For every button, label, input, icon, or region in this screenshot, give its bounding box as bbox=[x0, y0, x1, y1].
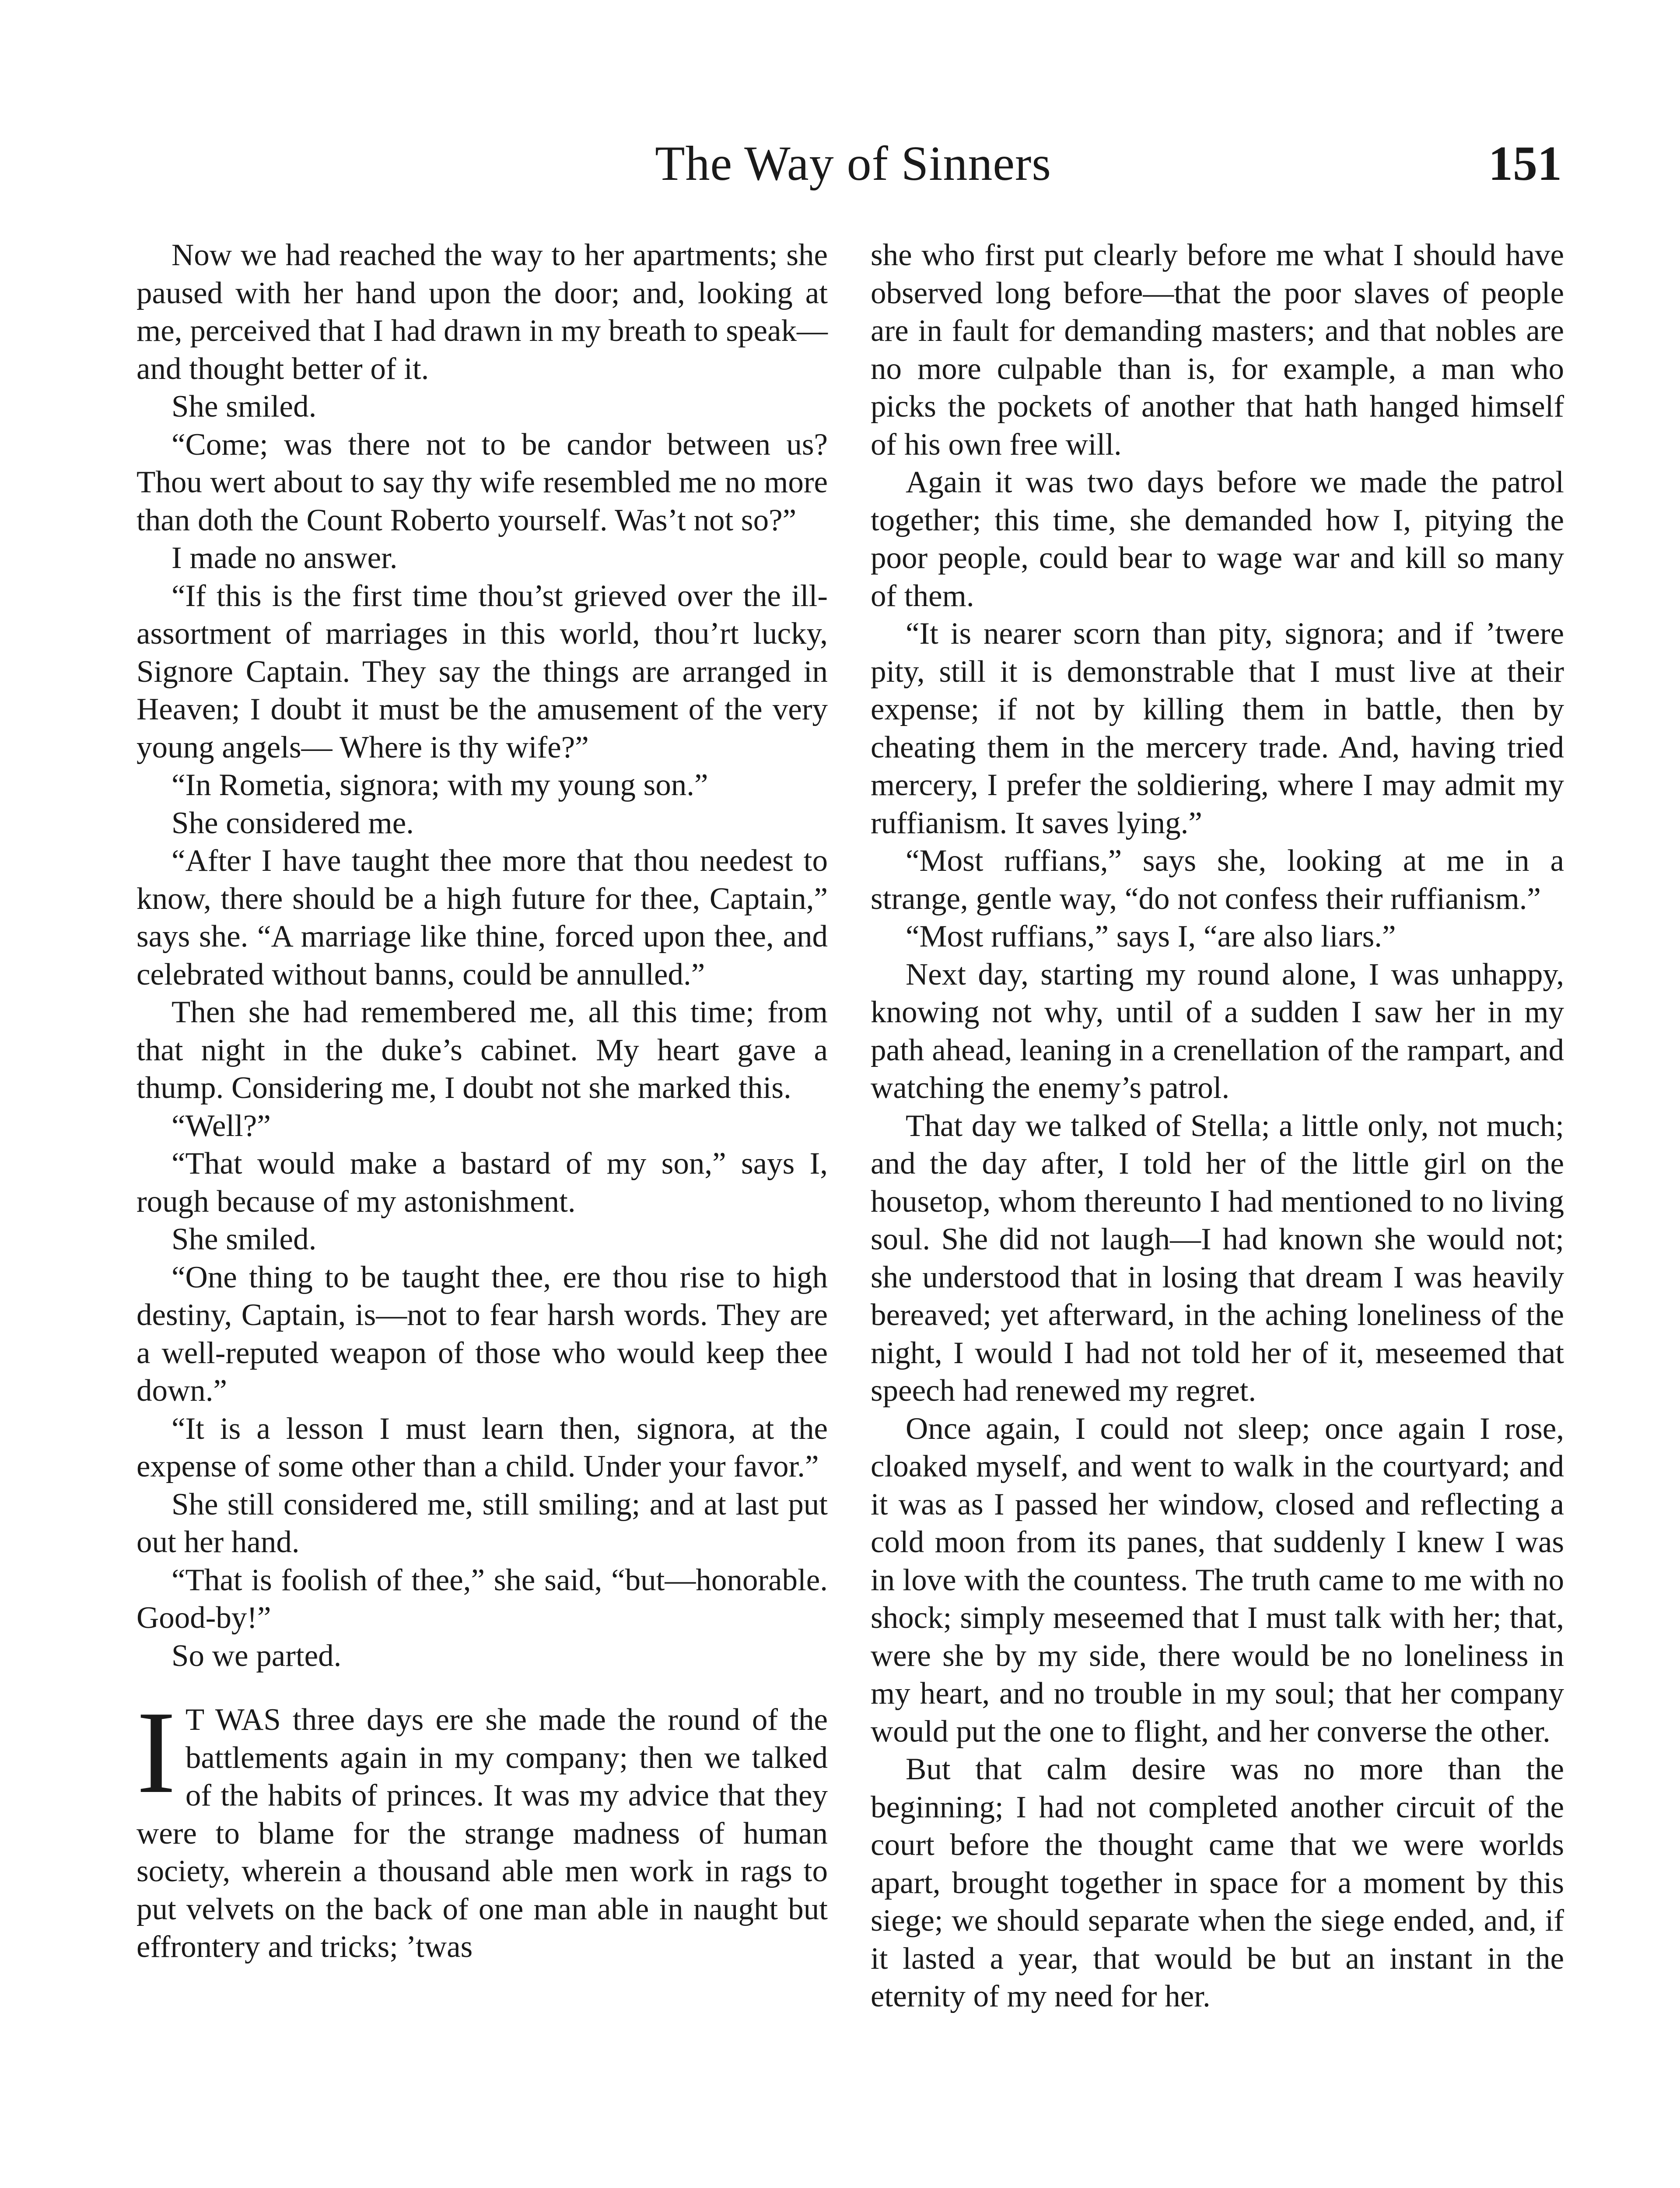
paragraph: “If this is the first time thou’st grieved over the ill-assortment of marriages in this world, thou’rt lucky, Signore Captain. They say the things are arranged in Heaven; I doubt it must be the amusement of the very young angels— Where is thy wife?” bbox=[136, 579, 828, 764]
paragraph: “After I have taught thee more that thou needest to know, there should be a high future for thee, Captain,” says she. “A marriage like thine, forced upon thee, and celebrated without banns, could be annulled.” bbox=[136, 844, 828, 992]
paragraph: Once again, I could not sleep; once again I rose, cloaked myself, and went to walk in the courtyard; and it was as I passed her window, closed and reflecting a cold moon from its panes, that suddenly I knew I was in love with the countess. The truth came to me with no shock; simply meseemed that I must talk with her; that, were she by my side, there would be no loneliness in my heart, and no trouble in my soul; that her company would put the one to flight, and her converse the other. bbox=[871, 1411, 1564, 1749]
paragraph: So we parted. bbox=[172, 1638, 342, 1673]
paragraph: Then she had remembered me, all this time; from that night in the duke’s cabinet. My heart gave a thump. Considering me, I doubt not she marked this. bbox=[136, 995, 828, 1105]
paragraph: “Well?” bbox=[172, 1108, 271, 1143]
paragraph: Now we had reached the way to her apartments; she paused with her hand upon the door; and, looking at me, perceived that I had drawn in my breath to speak—and thought better of it. bbox=[136, 238, 828, 386]
paragraph: That day we talked of Stella; a little only, not much; and the day after, I told her of the little girl on the housetop, whom thereunto I had mentioned to no living soul. She did not laugh—I had known she would not; she understood that in losing that dream I was heavily bereaved; yet afterward, in the aching loneliness of the night, I would I had not told her of it, meseemed that speech had renewed my regret. bbox=[871, 1108, 1564, 1408]
paragraph: She considered me. bbox=[172, 806, 414, 840]
paragraph: Next day, starting my round alone, I was unhappy, knowing not why, until of a sudden I saw her in my path ahead, leaning in a crenellation of the rampart, and watching the enemy’s patrol. bbox=[871, 957, 1564, 1105]
paragraph: “It is a lesson I must learn then, signora, at the expense of some other than a child. Under your favor.” bbox=[136, 1411, 828, 1483]
paragraph: “One thing to be taught thee, ere thou rise to high destiny, Captain, is—not to fear harsh words. They are a well-reputed weapon of those who would keep thee down.” bbox=[136, 1260, 828, 1408]
paragraph: “That would make a bastard of my son,” says I, rough because of my astonishment. bbox=[136, 1147, 828, 1219]
paragraph: “Most ruffians,” says I, “are also liars.” bbox=[906, 919, 1396, 954]
paragraph: I made no answer. bbox=[172, 541, 398, 575]
paragraph: “It is nearer scorn than pity, signora; and if ’twere pity, still it is demonstrable that I must live at their expense; if not by killing them in battle, then by cheating them in the mercery trade. And, having tried mercery, I prefer the soldiering, where I may admit my ruffianism. It saves lying.” bbox=[871, 617, 1564, 840]
left-column bbox=[136, 236, 828, 1966]
running-title: The Way of Sinners bbox=[655, 137, 1051, 191]
section-opening-text: T WAS three days ere she made the round of the battlements again in my company; then we talked of the habits of princes. It was my advice that they were to blame for the strange madness of human society, wherein a thousand able men work in rags to put velvets on the back of one man able in naught but effrontery and tricks; ’twas bbox=[136, 1703, 828, 1964]
paragraph: “That is foolish of thee,” she said, “but—honorable. Good-by!” bbox=[136, 1563, 828, 1635]
paragraph: She smiled. bbox=[172, 389, 317, 424]
paragraph: “Most ruffians,” says she, looking at me in a strange, gentle way, “do not confess their ruffianism.” bbox=[871, 844, 1564, 916]
paragraph: But that calm desire was no more than the beginning; I had not completed another circuit of the court before the thought came that we were worlds apart, brought together in space for a moment by this siege; we should separate when the siege ended, and, if it lasted a year, that would be but an instant in the eternity of my need for her. bbox=[871, 1752, 1564, 2013]
paragraph: “Come; was there not to be candor between us? Thou wert about to say thy wife resembled me no more than doth the Count Roberto yourself. Was’t not so?” bbox=[136, 427, 828, 537]
section-opening-paragraph bbox=[136, 1687, 828, 1966]
paragraph: Again it was two days before we made the patrol together; this time, she demanded how I, pitying the poor people, could bear to wage war and kill so many of them. bbox=[871, 465, 1564, 613]
paragraph: She smiled. bbox=[172, 1222, 317, 1256]
paragraph: “In Rometia, signora; with my young son.” bbox=[172, 768, 708, 802]
paragraph: She still considered me, still smiling; and at last put out her hand. bbox=[136, 1487, 828, 1559]
paragraph-continued: she who first put clearly before me what I should have observed long before—that the poor slaves of people are in fault for demanding masters; and that nobles are no more culpable than is, for example, a man who picks the pockets of another that hath hanged himself of his own free will. bbox=[871, 238, 1564, 462]
page-number: 151 bbox=[1488, 137, 1562, 191]
drop-cap: I bbox=[136, 1687, 176, 1818]
right-column bbox=[871, 236, 1564, 2016]
